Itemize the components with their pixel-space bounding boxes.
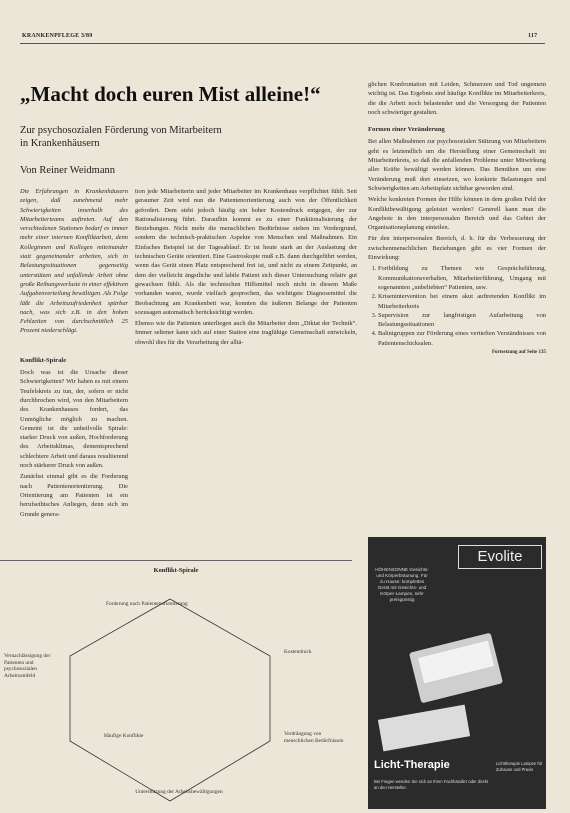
konflikt-spirale-diagram xyxy=(0,560,352,811)
paragraph: Zunächst einmal gibt es die Forderung nach Patientenorientierung. Die Orientierung am Patienten ist ein berufsethisches Anliegen, denn sich im Grunde genera- xyxy=(20,473,128,518)
hexagon-shape xyxy=(70,599,270,801)
paragraph: glichen Konfrontation mit Leiden, Schmerzen und Tod ungemein wichtig ist. Das Ergebnis sind häufige Konflikte im Mitarbeiterkreis, die die Arbeit noch belastender und die Versorgung der Patienten noch schwieriger gestalten. xyxy=(368,81,546,116)
intervention-list xyxy=(368,264,546,348)
diagram-label-top: Forderung nach Patientenorientierung xyxy=(106,601,188,607)
advertisement xyxy=(368,537,546,809)
paragraph: Welche konkreten Formen der Hilfe können in dem großen Feld der Konfliktbewältigung geleistet werden? Generell kann man die Angebote in den interpersonalen Bereich und das Gebiet der Organisationsplanung einteilen. xyxy=(368,196,546,232)
section-heading-veraenderung: Formen einer Veränderung xyxy=(368,126,445,134)
article-title: „Macht doch euren Mist alleine!“ xyxy=(20,82,321,106)
paragraph: Ebenso wie die Patienten unterliegen auch die Mitarbeiter dem „Diktat der Technik“. Immer seltener kann sich auf einer Station eine tragfähige Gemeinschaft entwickeln, obwohl dies für die Verarbeitung der alltä- xyxy=(135,320,357,346)
continuation-note: Fortsetzung auf Seite 135 xyxy=(491,350,546,356)
page-number: 117 xyxy=(528,33,538,39)
column-3 xyxy=(368,80,546,357)
ad-headline: Licht-Therapie xyxy=(374,759,450,771)
article-author: Von Reiner Weidmann xyxy=(20,165,116,176)
diagram-label-left-top: Vernachlässigung der Patienten und psychosozialen Arbeitsumfeld xyxy=(4,653,51,679)
subtitle-line-1: Zur psychosozialen Förderung von Mitarbeitern xyxy=(20,125,222,136)
paragraph: Bei allen Maßnahmen zur psychosozialen Stützung von Mitarbeitern geht es letztendlich um die Herstellung einer Gemeinschaft im Mitarbeiterkreis, so daß die anfallenden Probleme unter Mitwirkung aller Kräfte bewältigt werden können. Das Bemühen um eine Veränderung muß dort einsetzen, wo konkrete Belastungen und Schwierigkeiten am Arbeitsplatz sichtbar geworden sind. xyxy=(368,138,546,192)
column-2 xyxy=(135,187,357,349)
ad-footer-text: Bei Fragen wenden Sie sich an Ihren Fachhändler oder direkt an den Hersteller. xyxy=(374,779,489,790)
header-rule xyxy=(20,43,545,44)
journal-header: KRANKENPFLEGE 3/89 xyxy=(22,33,93,39)
paragraph: Doch was ist die Ursache dieser Schwierigkeiten? Wir haben es mit einem Teufelskreis zu tun, der, sofern er nicht durchbrochen wird, von den Mitarbeitern des Krankenhauses fordert, das Unmögliche möglich zu machen. Gemeint ist die unheilvolle Spirale: starker Druck von außen, Hochforderung des Arbeitsklimas, dementsprechend schlechtere Arbeit und daraus resultierend noch stärkerer Druck von außen. xyxy=(20,369,128,470)
ad-brand-logo: Evolite xyxy=(458,545,542,569)
article-lead: Die Erfahrungen in Krankenhäusern zeigen, daß zunehmend mehr Schwierigkeiten innerhalb des Mitarbeiterteams auftreten. Auf den verschiedenen Stationen bedarf es immer mehr einer internen Konfliktarbeit, denn Kolleginnen und Kollegen miteinander statt gegeneinander arbeiten, sich in Belastungssituationen gegenseitig unterstützen und unfallende Arbeit ohne große Reibungsverluste in einer effektiven Aufgabenverteilung bewältigen. Als Folge läßt die Arbeitszufriedenheit spürbar nach, was sich z.B. in den hohen Fehlzeiten von durchschnittlich 25 Prozent niederschlägt. xyxy=(20,188,128,335)
ad-info-box: HÖHENSONNE Gesichts- und Körperbräunung. Für zu Hause: komplettes Gerät mit Gesichts- und Körper-Lampen, sehr preisgünstig xyxy=(375,567,429,602)
paragraph: tion jede Mitarbeiterin und jeder Mitarbeiter im Krankenhaus verpflichtet fühlt. Seit geraumer Zeit wird nun die Patientenorientierung auch von der Öffentlichkeit gefordert. Dem steht jedoch häufig ein hoher Kostendruck entgegen, der zur Rationalisierung führt. Daraufhin kommt es zu einer Funktionalisierung der Beziehungen. Nicht mehr die menschlichen Bedürfnisse stehen im Vordergrund, sondern die technisch-praktischen Aspekte von Menschen und Maßnahmen. Ein Einfaches Beispiel ist der Tagesablauf. Er ist heute stark an der Auslastung der technischen Geräte orientiert. Eine Gastroskopie muß z.B. dann durchgeführt werden, wenn das Gerät einen Platz entsprechend frei ist, und nicht zu einem Zeitpunkt, an dem der vielleicht ängstliche und labile Patient sich dieser Untersuchung relativ gut gewachsen fühlt. Als die technischen Hilfsmittel noch nicht in diesem Maße vorhanden waren, wurde vielfach gesprochen, das wichtigste Diagnosemittel die Beobachtung am Krankenbett war, konnten die äußeren Belange der Patienten sozusagen automatisch berücksichtigt werden. xyxy=(135,188,357,316)
diagram-label-bottom: Unterstützung der Arbeitsbewältigungen xyxy=(135,789,223,795)
diagram-label-left-bottom: Häufige Konflikte xyxy=(104,733,144,739)
list-item: 2. Krisenintervention bei einem akut auftretenden Konflikt im Mitarbeiterkreis xyxy=(378,292,546,311)
subtitle-line-2: in Krankenhäusern xyxy=(20,138,100,149)
product-package-image xyxy=(378,705,470,752)
list-item: 1. Fortbildung zu Themen wie Gesprächsführung, Kommunikationsverhalten, Mitarbeiterführung, Umgang mit sogenannten „unbeliebten“ Patienten, usw. xyxy=(378,264,546,292)
list-item: 3. Supervision zur langfristigen Aufarbeitung von Belastungssituationen xyxy=(378,311,546,330)
diagram-label-right-top: Kostendruck xyxy=(284,649,312,655)
diagram-title: Konflikt-Spirale xyxy=(153,567,199,574)
section-heading-konflikt: Konflikt-Spirale xyxy=(20,356,67,364)
diagram-label-right-bottom: Verdrängung von menschlichen Bedürfnissen xyxy=(284,731,344,744)
ad-footer-right-text: Lichttherapie Lampen für Zuhause und Praxis xyxy=(496,761,543,772)
list-item: 4. Balintgruppen zur Förderung eines vertieften Verständnisses von Patientenschicksalen. xyxy=(378,329,546,348)
diagram-hexagon xyxy=(0,561,352,811)
article-subtitle xyxy=(20,124,360,150)
paragraph: Für den interpersonalen Bereich, d. h. für die Verbesserung der zwischenmenschlichen Beziehungen gibt es vier Formen der Einwirkung: xyxy=(368,235,546,262)
column-1 xyxy=(20,187,128,521)
